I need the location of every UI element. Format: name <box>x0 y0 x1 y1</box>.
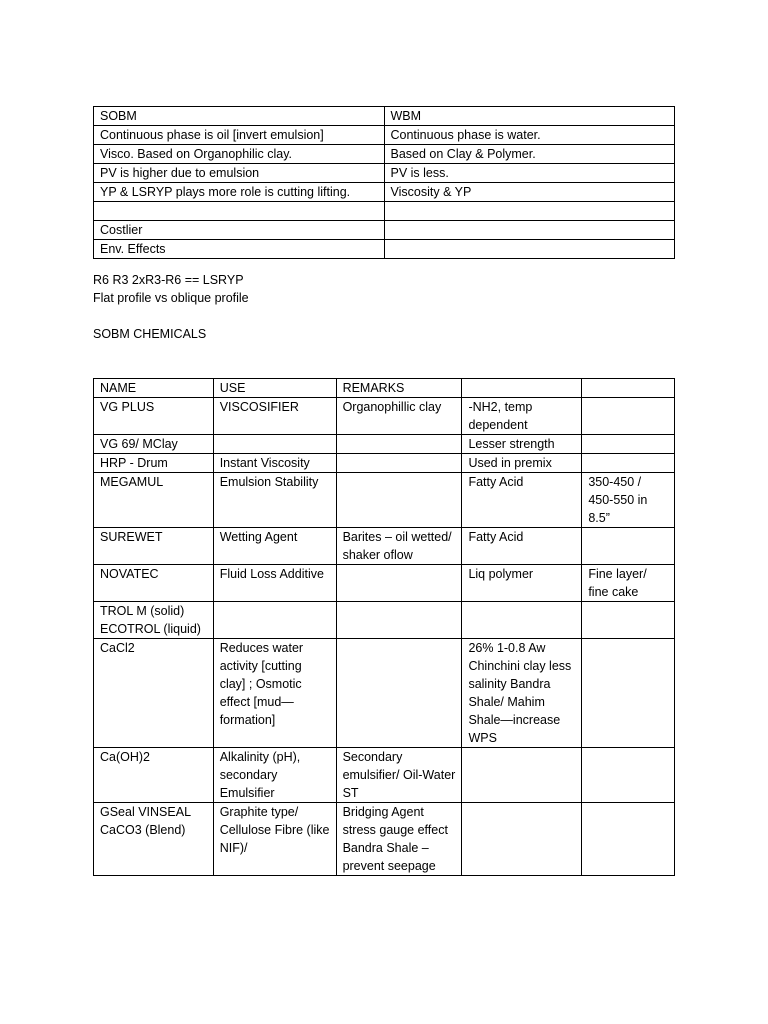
table-cell: PV is higher due to emulsion <box>94 164 385 183</box>
table-cell: VISCOSIFIER <box>213 398 336 435</box>
table-row <box>94 398 675 435</box>
table-row <box>94 454 675 473</box>
table-cell: Barites – oil wetted/ shaker oflow <box>336 528 462 565</box>
table-cell: MEGAMUL <box>94 473 214 528</box>
table-row <box>94 473 675 528</box>
table-cell <box>582 398 675 435</box>
table-cell <box>462 803 582 876</box>
table-cell: Bridging Agent stress gauge effect Bandra Shale – prevent seepage <box>336 803 462 876</box>
table-cell <box>336 454 462 473</box>
table-cell: Continuous phase is oil [invert emulsion] <box>94 126 385 145</box>
table-cell <box>582 435 675 454</box>
table-cell: CaCl2 <box>94 639 214 748</box>
table-cell <box>384 202 675 221</box>
table-cell: HRP - Drum <box>94 454 214 473</box>
table-cell <box>582 803 675 876</box>
table-cell: Reduces water activity [cutting clay] ; Osmotic effect [mud—formation] <box>213 639 336 748</box>
table-row <box>94 565 675 602</box>
table-row <box>94 202 675 221</box>
table-cell <box>336 435 462 454</box>
table-cell: Based on Clay & Polymer. <box>384 145 675 164</box>
table-row <box>94 528 675 565</box>
header-cell: WBM <box>384 107 675 126</box>
table-cell: 26% 1-0.8 Aw Chinchini clay less salinity Bandra Shale/ Mahim Shale—increase WPS <box>462 639 582 748</box>
table-cell: Emulsion Stability <box>213 473 336 528</box>
table-row <box>94 164 675 183</box>
table-cell: SUREWET <box>94 528 214 565</box>
table-cell: Instant Viscosity <box>213 454 336 473</box>
table-row <box>94 145 675 164</box>
table-cell <box>384 240 675 259</box>
table-cell: Alkalinity (pH), secondary Emulsifier <box>213 748 336 803</box>
table-row <box>94 803 675 876</box>
table-cell: 350-450 / 450-550 in 8.5” <box>582 473 675 528</box>
table-row <box>94 435 675 454</box>
table-cell <box>213 602 336 639</box>
table-cell <box>336 473 462 528</box>
table-cell: Fluid Loss Additive <box>213 565 336 602</box>
table-cell: Liq polymer <box>462 565 582 602</box>
table-cell <box>462 748 582 803</box>
header-cell <box>462 379 582 398</box>
header-cell: NAME <box>94 379 214 398</box>
table-cell <box>582 528 675 565</box>
table-cell: Organophillic clay <box>336 398 462 435</box>
table-cell: Lesser strength <box>462 435 582 454</box>
table-cell: VG 69/ MClay <box>94 435 214 454</box>
table-cell: Viscosity & YP <box>384 183 675 202</box>
table-cell: PV is less. <box>384 164 675 183</box>
table-cell: Fatty Acid <box>462 528 582 565</box>
table-cell: Fine layer/ fine cake <box>582 565 675 602</box>
formula-note: R6 R3 2xR3-R6 == LSRYP <box>93 273 244 287</box>
table-row <box>94 748 675 803</box>
table-cell: NOVATEC <box>94 565 214 602</box>
header-cell: SOBM <box>94 107 385 126</box>
table-cell: TROL M (solid) ECOTROL (liquid) <box>94 602 214 639</box>
table-cell <box>384 221 675 240</box>
table-cell: -NH2, temp dependent <box>462 398 582 435</box>
table-row <box>94 126 675 145</box>
table-cell: GSeal VINSEAL CaCO3 (Blend) <box>94 803 214 876</box>
table-cell: Continuous phase is water. <box>384 126 675 145</box>
table-row <box>94 240 675 259</box>
header-cell: USE <box>213 379 336 398</box>
table-cell: Costlier <box>94 221 385 240</box>
table-cell <box>582 454 675 473</box>
table-cell <box>582 748 675 803</box>
table-row <box>94 221 675 240</box>
profile-note: Flat profile vs oblique profile <box>93 291 249 305</box>
table-cell: YP & LSRYP plays more role is cutting lifting. <box>94 183 385 202</box>
table-cell: VG PLUS <box>94 398 214 435</box>
table-cell: Ca(OH)2 <box>94 748 214 803</box>
table-cell: Fatty Acid <box>462 473 582 528</box>
table-row <box>94 639 675 748</box>
table-cell <box>213 435 336 454</box>
table-cell <box>582 602 675 639</box>
table-cell <box>336 602 462 639</box>
sobm-chemicals-table <box>93 378 675 876</box>
table-cell <box>462 602 582 639</box>
table-cell <box>582 639 675 748</box>
table-cell: Used in premix <box>462 454 582 473</box>
section-title: SOBM CHEMICALS <box>93 327 207 341</box>
table-cell: Visco. Based on Organophilic clay. <box>94 145 385 164</box>
table-cell: Env. Effects <box>94 240 385 259</box>
table-row <box>94 183 675 202</box>
table-cell <box>336 565 462 602</box>
table-header-row <box>94 379 675 398</box>
table-cell: Secondary emulsifier/ Oil-Water ST <box>336 748 462 803</box>
table-cell <box>336 639 462 748</box>
table-row <box>94 602 675 639</box>
table-cell: Graphite type/ Cellulose Fibre (like NIF)/ <box>213 803 336 876</box>
header-cell <box>582 379 675 398</box>
table-cell: Wetting Agent <box>213 528 336 565</box>
table-header-row <box>94 107 675 126</box>
header-cell: REMARKS <box>336 379 462 398</box>
sobm-vs-wbm-table <box>93 106 675 259</box>
table-cell <box>94 202 385 221</box>
